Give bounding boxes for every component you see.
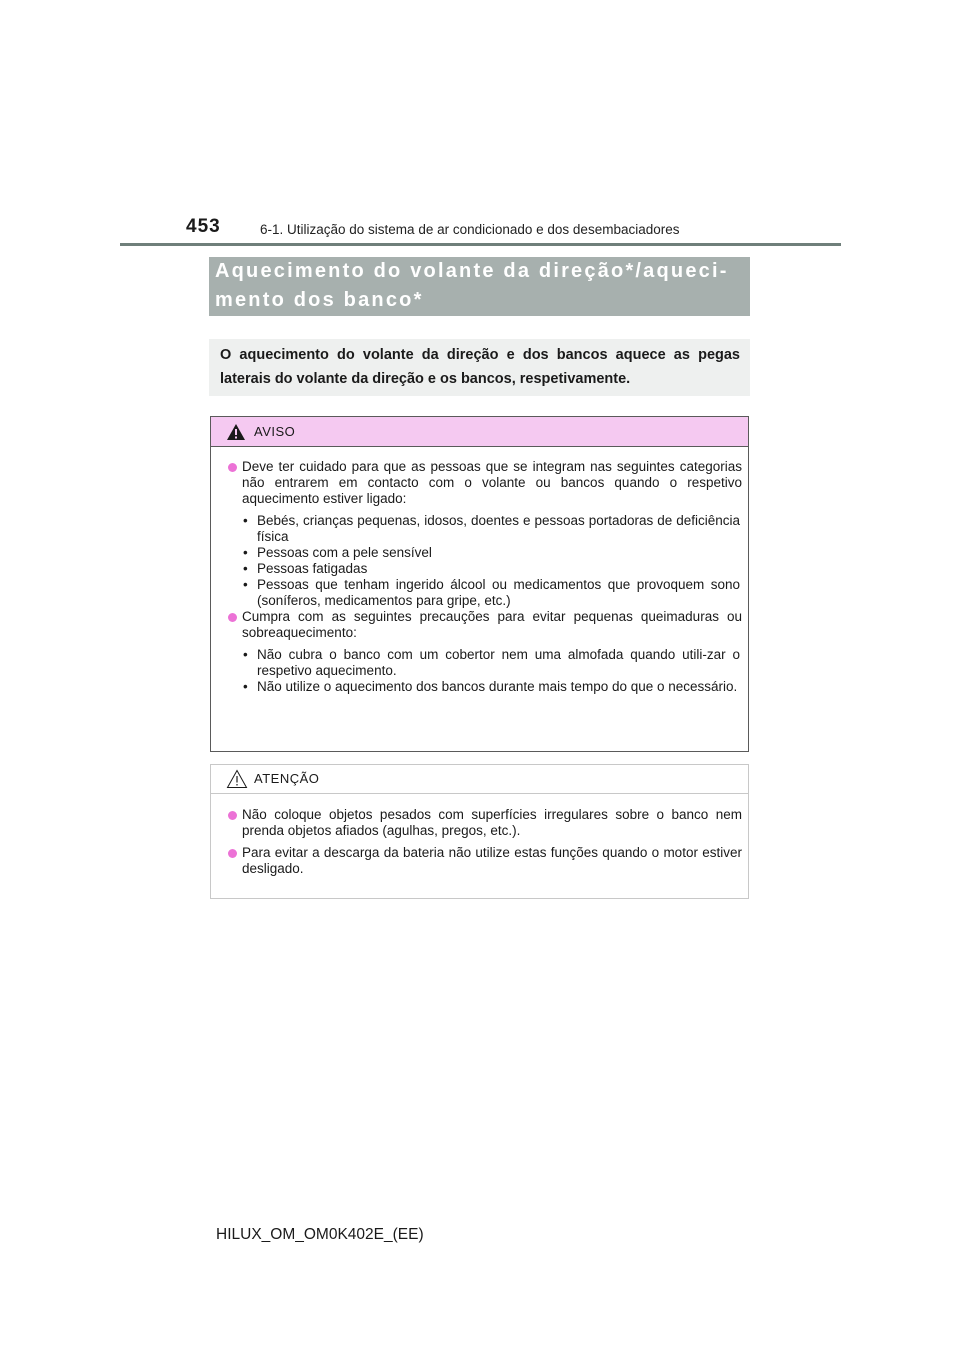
warning-sub-item — [211, 577, 748, 609]
warning-header — [211, 417, 748, 447]
title-line-1: Aquecimento do volante da direção*/aqueci- — [215, 260, 729, 282]
warning-sub-item — [211, 679, 748, 695]
sub-bullet-marker: • — [243, 647, 248, 662]
warning-list — [211, 447, 748, 695]
warning-sub-text: Não utilize o aquecimento dos bancos durante mais tempo do que o necessário. — [257, 679, 738, 694]
title-banner — [209, 257, 750, 316]
caution-bullet — [211, 807, 748, 839]
caution-bullet — [211, 845, 748, 877]
warning-sub-item — [211, 647, 748, 679]
sub-bullet-marker: • — [243, 545, 248, 560]
caution-bullet-text: Não coloque objetos pesados com superfícies irregulares sobre o banco nem prenda objetos afiados (agulhas, pregos, etc.). — [242, 807, 742, 838]
warning-sub-text: Não cubra o banco com um cobertor nem uma almofada quando utili-zar o respetivo aquecimento. — [257, 647, 740, 678]
warning-bullet-text: Deve ter cuidado para que as pessoas que se integram nas seguintes categorias não entrarem em contacto com o volante ou bancos quando o respetivo aquecimento estiver ligado: — [242, 459, 742, 506]
warning-sub-text: Bebés, crianças pequenas, idosos, doentes e pessoas portadoras de deficiência física — [257, 513, 740, 544]
warning-sub-text: Pessoas com a pele sensível — [257, 545, 432, 560]
bullet-dot-icon — [228, 849, 237, 858]
section-header: 6-1. Utilização do sistema de ar condicionado e dos desembaciadores — [260, 222, 680, 237]
warning-sub-text: Pessoas fatigadas — [257, 561, 368, 576]
caution-bullet-text: Para evitar a descarga da bateria não utilize estas funções quando o motor estiver desligado. — [242, 845, 742, 876]
caution-triangle-icon — [226, 769, 248, 789]
warning-sub-item — [211, 561, 748, 577]
sub-bullet-marker: • — [243, 561, 248, 576]
warning-triangle-icon — [226, 423, 246, 441]
bullet-dot-icon — [228, 613, 237, 622]
bullet-dot-icon — [228, 463, 237, 472]
intro-summary: O aquecimento do volante da direção e dos bancos aquece as pegas laterais do volante da direção e os bancos, respetivamente. — [209, 339, 750, 396]
warning-sub-item — [211, 545, 748, 561]
bullet-dot-icon — [228, 811, 237, 820]
sub-bullet-marker: • — [243, 577, 248, 592]
sub-bullet-marker: • — [243, 513, 248, 528]
warning-sub-text: Pessoas que tenham ingerido álcool ou medicamentos que provoquem sono (soníferos, medicamentos para gripe, etc.) — [257, 577, 740, 608]
title-line-2: mento dos banco* — [215, 289, 424, 311]
warning-label: AVISO — [254, 424, 296, 439]
caution-label: ATENÇÃO — [254, 771, 320, 786]
caution-header — [211, 765, 748, 794]
warning-bullet-text: Cumpra com as seguintes precauções para evitar pequenas queimaduras ou sobreaquecimento: — [242, 609, 742, 640]
header-divider — [120, 243, 841, 246]
caution-box — [210, 764, 749, 899]
page-number: 453 — [186, 216, 221, 237]
warning-sub-item — [211, 513, 748, 545]
sub-bullet-marker: • — [243, 679, 248, 694]
warning-bullet — [211, 459, 748, 507]
warning-bullet — [211, 609, 748, 641]
warning-box — [210, 416, 749, 752]
caution-list — [211, 794, 748, 877]
document-code-footer: HILUX_OM_OM0K402E_(EE) — [216, 1226, 424, 1243]
